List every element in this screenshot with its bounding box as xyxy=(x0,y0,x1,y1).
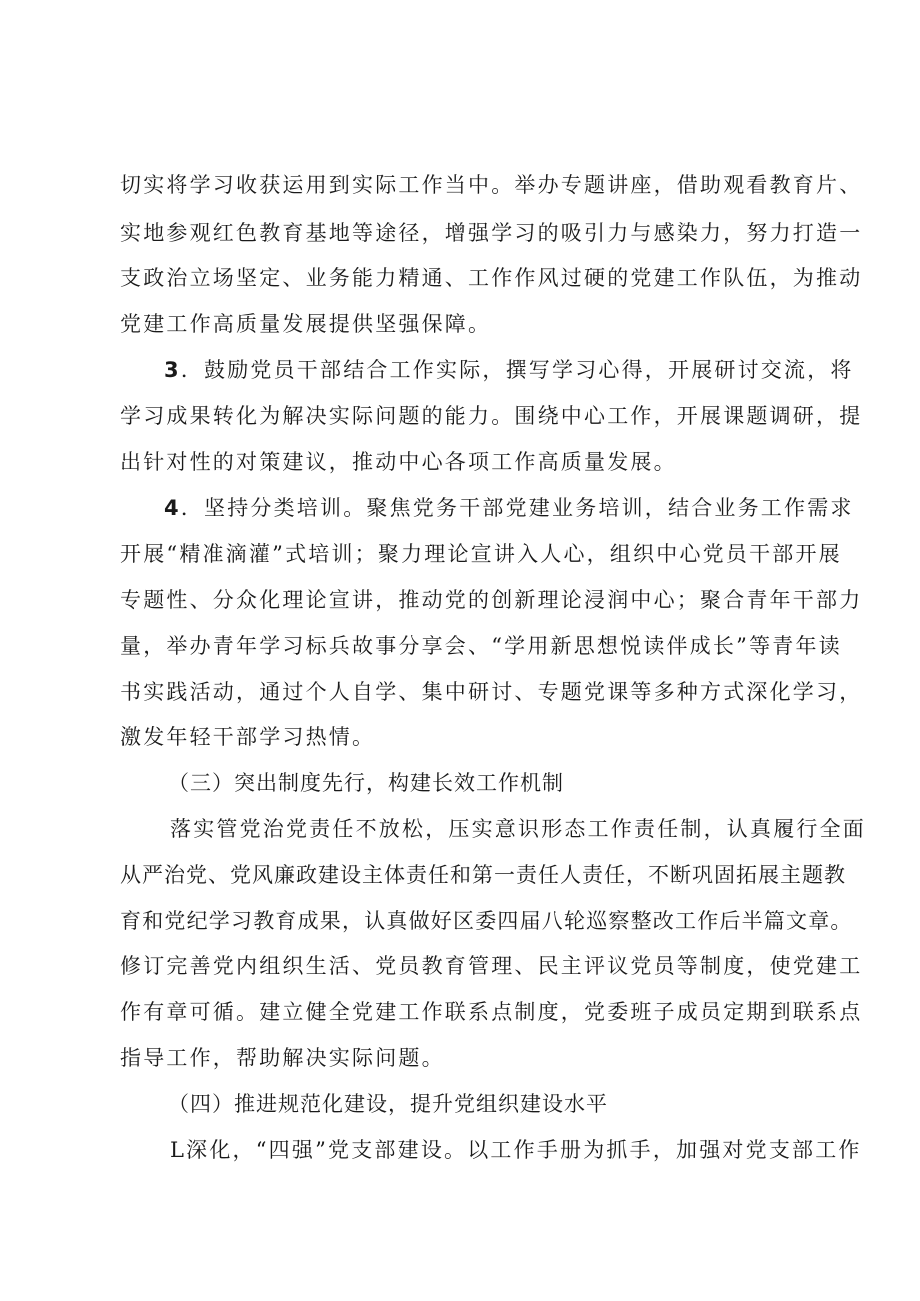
para3-line-4: 修订完善党内组织生活、党员教育管理、民主评议党员等制度，使党建工 xyxy=(120,954,863,978)
item4-line-5: 书实践活动，通过个人自学、集中研讨、专题党课等多种方式深化学习， xyxy=(120,680,863,704)
para3-line-6: 指导工作，帮助解决实际问题。 xyxy=(120,1046,445,1070)
item4-number: 4 xyxy=(164,496,181,520)
para1-line-3: 支政治立场坚定、业务能力精通、工作作风过硬的党建工作队伍，为推动 xyxy=(120,266,863,290)
item4-line-4: 量，举办青年学习标兵故事分享会、“学用新思想悦读伴成长”等青年读 xyxy=(120,634,842,658)
item4-line-1 xyxy=(164,493,854,523)
item3-text-1: ．鼓励党员干部结合工作实际，撰写学习心得，开展研讨交流，将 xyxy=(180,358,854,382)
para4-line-1: L深化，“四强”党支部建设。以工作手册为抓手，加强对党支部工作 xyxy=(170,1138,862,1162)
section-heading-4: （四）推进规范化建设，提升党组织建设水平 xyxy=(168,1092,608,1116)
para1-line-1: 切实将学习收获运用到实际工作当中。举办专题讲座，借助观看教育片、 xyxy=(120,173,863,197)
item4-line-2: 开展“精准滴灌”式培训；聚力理论宣讲入人心，组织中心党员干部开展 xyxy=(120,542,842,566)
item3-number: 3 xyxy=(164,358,181,382)
item4-line-6: 激发年轻干部学习热情。 xyxy=(120,725,376,749)
para3-line-1: 落实管党治党责任不放松，压实意识形态工作责任制，认真履行全面 xyxy=(170,817,866,841)
para3-line-2: 从严治党、党风廉政建设主体责任和第一责任人责任，不断巩固拓展主题教 xyxy=(120,863,846,887)
item4-text-1: ．坚持分类培训。聚焦党务干部党建业务培训，结合业务工作需求 xyxy=(180,496,854,520)
para3-line-3: 育和党纪学习教育成果，认真做好区委四届八轮巡察整改工作后半篇文章。 xyxy=(120,909,853,933)
item3-line-3: 出针对性的对策建议，推动中心各项工作高质量发展。 xyxy=(120,450,677,474)
section-heading-3: （三）突出制度先行，构建长效工作机制 xyxy=(168,771,564,795)
para3-line-5: 作有章可循。建立健全党建工作联系点制度，党委班子成员定期到联系点 xyxy=(120,1000,863,1024)
para1-line-2: 实地参观红色教育基地等途径，增强学习的吸引力与感染力，努力打造一 xyxy=(120,221,863,245)
para1-line-4: 党建工作高质量发展提供坚强保障。 xyxy=(120,312,492,336)
item3-line-1 xyxy=(164,355,854,385)
item4-line-3: 专题性、分众化理论宣讲，推动党的创新理论浸润中心；聚合青年干部力 xyxy=(120,588,863,612)
item3-line-2: 学习成果转化为解决实际问题的能力。围绕中心工作，开展课题调研，提 xyxy=(120,404,863,428)
